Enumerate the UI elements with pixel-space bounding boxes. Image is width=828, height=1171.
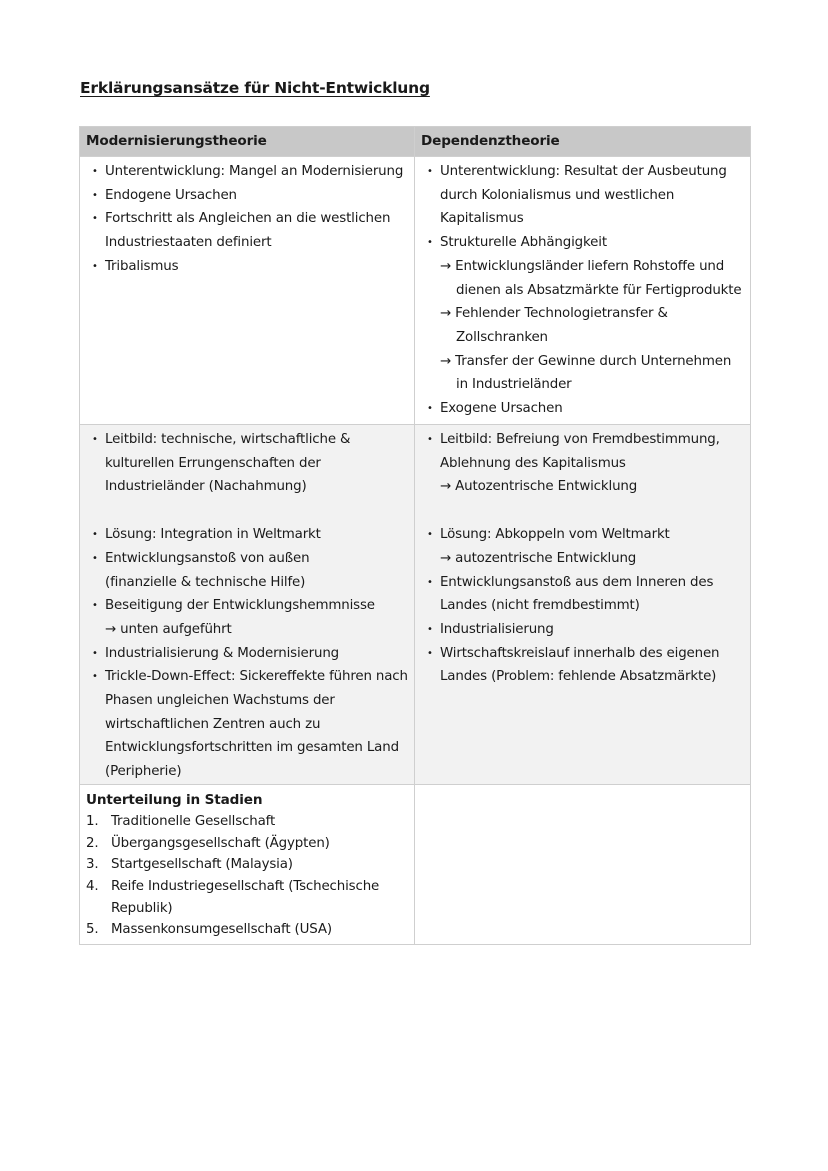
list-item: • Unterentwicklung: Resultat der Ausbeutung durch Kolonialismus und westlichen Kapitalismus (421, 160, 744, 231)
list-item (86, 811, 408, 833)
sub-point: → Transfer der Gewinne durch Unternehmen in Industrieländer (440, 353, 732, 393)
sub-point: → autozentrische Entwicklung (440, 550, 637, 566)
sub-point: → Autozentrische Entwicklung (440, 479, 638, 495)
bullet-list (86, 523, 408, 784)
stage-number: 3. (86, 857, 99, 873)
stages-list (86, 811, 408, 941)
cell-dependenz-solutions (415, 425, 751, 785)
bullet-list (86, 428, 408, 499)
list-item: • Leitbild: technische, wirtschaftliche & kulturellen Errungenschaften der Industrieländer (Nachahmung) (86, 428, 408, 499)
bullet-list (86, 160, 408, 279)
table-row-solutions (80, 425, 751, 785)
sub-point: → Entwicklungsländer liefern Rohstoffe und dienen als Absatzmärkte für Fertigprodukte (440, 258, 742, 298)
list-item: • Wirtschaftskreislauf innerhalb des eigenen Landes (Problem: fehlende Absatzmärkte) (421, 642, 744, 689)
list-item (86, 919, 408, 941)
header-dependenztheorie: Dependenztheorie (415, 127, 751, 157)
cell-modernisierung-solutions (80, 425, 415, 785)
list-item: • Fortschritt als Angleichen an die westlichen Industriestaaten definiert (86, 207, 408, 254)
list-item (421, 231, 744, 397)
list-item (86, 854, 408, 876)
table-header-row (80, 127, 751, 157)
list-item: • Exogene Ursachen (421, 397, 744, 421)
cell-empty (415, 784, 751, 944)
list-item (421, 523, 744, 570)
cell-dependenz-causes (415, 157, 751, 425)
list-item: • Tribalismus (86, 255, 408, 279)
cell-modernisierung-causes (80, 157, 415, 425)
list-item-text: Beseitigung der Entwicklungshemmnisse (105, 598, 375, 614)
sub-point: → unten aufgeführt (105, 621, 232, 637)
stage-text: Reife Industriegesellschaft (Tschechische Republik) (111, 878, 380, 916)
list-item-text: Entwicklungsanstoß von außen (105, 550, 310, 566)
page-title: Erklärungsansätze für Nicht-Entwicklung (80, 79, 430, 97)
list-item: • Industrialisierung & Modernisierung (86, 642, 408, 666)
list-item (421, 428, 744, 499)
cell-stages (80, 784, 415, 944)
table-row-stages (80, 784, 751, 944)
list-item-text: (finanzielle & technische Hilfe) (105, 574, 306, 590)
bullet-list (421, 428, 744, 499)
list-item (86, 833, 408, 855)
list-item-text: Lösung: Abkoppeln vom Weltmarkt (440, 527, 670, 543)
stage-text: Traditionelle Gesellschaft (111, 813, 276, 829)
list-item: • Entwicklungsanstoß aus dem Inneren des Landes (nicht fremdbestimmt) (421, 571, 744, 618)
list-item: • Industrialisierung (421, 618, 744, 642)
list-item: • Trickle-Down-Effect: Sickereffekte führen nach Phasen ungleichen Wachstums der wirtschaftlichen Zentren auch zu Entwicklungsfortschritten im gesamten Land (Peripherie) (86, 665, 408, 784)
comparison-table (79, 126, 751, 945)
table-row-causes (80, 157, 751, 425)
stages-heading: Unterteilung in Stadien (86, 791, 263, 808)
list-item: • Endogene Ursachen (86, 184, 408, 208)
stage-number: 4. (86, 878, 99, 894)
stage-text: Startgesellschaft (Malaysia) (111, 857, 293, 873)
list-item (86, 547, 408, 594)
list-item: • Lösung: Integration in Weltmarkt (86, 523, 408, 547)
sub-point: → Fehlender Technologietransfer & Zollschranken (440, 306, 668, 345)
list-item-text: Leitbild: Befreiung von Fremdbestimmung, Ablehnung des Kapitalismus (440, 432, 720, 471)
stage-number: 5. (86, 922, 99, 938)
stage-text: Massenkonsumgesellschaft (USA) (111, 922, 332, 938)
list-item (86, 594, 408, 641)
header-modernisierungstheorie: Modernisierungstheorie (80, 127, 415, 157)
list-item: • Unterentwicklung: Mangel an Modernisierung (86, 160, 408, 184)
stage-number: 1. (86, 813, 99, 829)
bullet-list (421, 523, 744, 689)
stage-text: Übergangsgesellschaft (Ägypten) (111, 835, 330, 851)
stage-number: 2. (86, 835, 99, 851)
list-item-text: Strukturelle Abhängigkeit (440, 235, 607, 251)
bullet-list (421, 160, 744, 421)
list-item (86, 876, 408, 919)
